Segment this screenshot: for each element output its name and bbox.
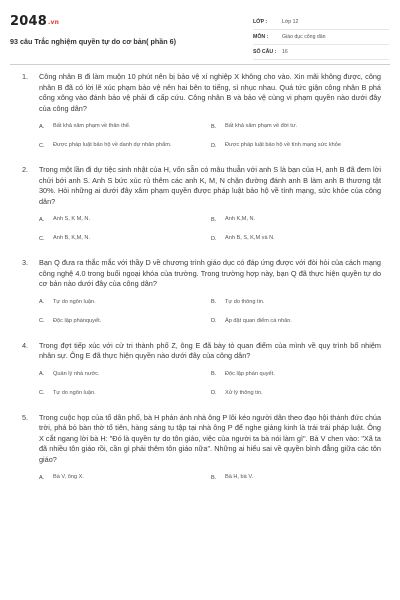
- option-text: Bà H, bà V.: [225, 474, 254, 481]
- answer-options: [39, 212, 382, 246]
- option-letter: B.: [211, 474, 217, 481]
- option-a[interactable]: [39, 212, 211, 227]
- question-text: Trong cuộc họp của tổ dân phố, bà H phản ánh nhà ông P lôi kéo người dân theo đạo hội thánh đức chúa trời, phá bỏ bàn thờ tổ tiên, hàng sáng tụ tập tại nhà ông P để nghe giảng kinh là trái trái pháp luật. Ông X cắt ngang lời bà H: "Đó là quyền tự do tôn giáo, việc của người ta bà nói làm gì". Bà V chen vào: "Xã ta đã nhiều tôn giáo rồi, cần gì phải thêm tôn giáo nữa". Những ai hiểu sai về quyền bình đẳng giữa các tôn giáo?: [39, 412, 381, 464]
- question-list: [22, 72, 382, 497]
- option-text: Xử lý thông tin.: [225, 389, 263, 396]
- option-letter: C.: [39, 235, 45, 242]
- question-5: [22, 413, 382, 486]
- option-text: Bất khả xâm phạm về đời tư.: [225, 123, 298, 130]
- info-row-subject: [253, 30, 389, 45]
- option-b[interactable]: [211, 119, 381, 134]
- info-value: Giáo dục công dân: [282, 34, 326, 40]
- option-c[interactable]: [39, 386, 211, 401]
- option-letter: D.: [211, 142, 217, 149]
- info-key: LỚP :: [253, 19, 268, 25]
- option-text: Được pháp luật bảo hộ về tính mạng sức khỏe: [225, 142, 341, 149]
- option-text: Tự do thông tin.: [225, 298, 265, 305]
- option-text: Anh S, K M, N.: [53, 216, 90, 223]
- info-row-grade: [253, 15, 389, 30]
- option-letter: D.: [211, 318, 217, 324]
- option-d[interactable]: [211, 138, 381, 153]
- document-title: 93 câu Trắc nghiệm quyền tự do cơ bản( phần 6): [10, 37, 177, 46]
- option-letter: A.: [39, 474, 45, 481]
- option-text: Bất khả xâm phạm về thân thể.: [53, 123, 131, 130]
- option-letter: A.: [39, 371, 45, 377]
- info-value: Lớp 12: [282, 19, 299, 25]
- option-b[interactable]: [211, 367, 381, 382]
- answer-options: [39, 367, 382, 401]
- question-number: 1.: [22, 72, 29, 81]
- question-number: 4.: [22, 340, 29, 350]
- info-value: 16: [282, 49, 288, 55]
- question-text: Trong một lần đi dự tiệc sinh nhật của H, vốn sẵn có mâu thuẫn với anh S là bạn của H, anh B đã đem lời chửi bới anh S. Anh S bức xúc rủ thêm các anh K, M, N chặn đường đánh anh B làm anh B thương tật 30%. Hỏi những ai dưới đây xâm phạm quyền được pháp luật bảo hộ về tính mạng, sức khỏe của công dân?: [39, 165, 381, 206]
- question-number: 3.: [22, 258, 29, 267]
- info-row-count: [253, 45, 389, 60]
- option-letter: A.: [39, 216, 45, 223]
- option-d[interactable]: [211, 314, 381, 329]
- option-c[interactable]: [39, 138, 211, 153]
- answer-options: [39, 295, 382, 329]
- option-text: Quản lý nhà nước.: [53, 370, 100, 377]
- option-letter: A.: [39, 123, 45, 130]
- option-text: Độc lập phánquyết.: [53, 317, 102, 324]
- option-text: Bà V, ông X.: [53, 474, 84, 481]
- option-letter: D.: [211, 235, 217, 242]
- site-logo[interactable]: [10, 14, 59, 29]
- question-text: Bạn Q đưa ra thắc mắc với thầy D về chương trình giáo dục có đáp ứng được với đòi hỏi của cách mạng công nghệ 4.0 trong buổi ngoại khóa của trường. Trong trường hợp này, bạn Q đã thực hiện quyền tự do cơ bản nào dưới đây của công dân?: [39, 258, 381, 288]
- option-text: Anh K,M, N.: [225, 216, 256, 223]
- option-text: Được pháp luật bảo hộ về danh dự nhân phẩm.: [53, 142, 172, 149]
- question-text: Công nhân B đi làm muộn 10 phút nên bị bảo vệ xí nghiệp X không cho vào. Xin mãi không được, công nhân B đã có lời lẽ xúc phạm bảo vệ nên hai bên to tiếng, sỉ nhục nhau. Quá tức giận công nhân B phá cổng xông vào đánh bảo vệ phải đi cấp cứu. Công nhân B và bảo vệ cùng vi phạm quyền nào dưới đây của công dân?: [39, 72, 381, 113]
- info-key: MÔN :: [253, 34, 269, 40]
- option-letter: B.: [211, 123, 217, 130]
- info-panel: [253, 15, 389, 60]
- option-text: Áp đặt quan điểm cá nhân.: [225, 317, 292, 324]
- option-letter: D.: [211, 390, 217, 396]
- logo-suffix: .vn: [47, 19, 60, 26]
- answer-options: [39, 470, 382, 485]
- option-d[interactable]: [211, 231, 381, 246]
- question-number: 5.: [22, 412, 29, 422]
- option-d[interactable]: [211, 386, 381, 401]
- option-b[interactable]: [211, 295, 381, 310]
- option-text: Tự do ngôn luận.: [53, 389, 96, 396]
- option-text: Anh B, S, K,M và N.: [225, 235, 275, 242]
- question-3: [22, 258, 382, 329]
- option-letter: B.: [211, 216, 217, 223]
- option-a[interactable]: [39, 119, 211, 134]
- question-1: [22, 72, 382, 153]
- answer-options: [39, 119, 382, 153]
- option-letter: C.: [39, 142, 45, 149]
- logo-text: 2048: [10, 14, 47, 29]
- option-letter: A.: [39, 299, 45, 305]
- document-header: [10, 8, 390, 66]
- option-a[interactable]: [39, 470, 211, 485]
- question-4: [22, 341, 382, 401]
- option-letter: B.: [211, 371, 217, 377]
- question-text: Trong đợt tiếp xúc với cử tri thành phố Z, ông E đã bày tỏ quan điểm của mình về quy trình bổ nhiệm nhân sự. Ông E đã thực hiện quyền nào dưới đây của công dân?: [39, 340, 381, 360]
- option-a[interactable]: [39, 367, 211, 382]
- option-text: Tự do ngôn luận.: [53, 298, 96, 305]
- option-c[interactable]: [39, 231, 211, 246]
- option-text: Độc lập phán quyết.: [225, 370, 275, 377]
- option-letter: C.: [39, 318, 45, 324]
- option-a[interactable]: [39, 295, 211, 310]
- option-letter: B.: [211, 299, 217, 305]
- option-c[interactable]: [39, 314, 211, 329]
- question-number: 2.: [22, 165, 29, 174]
- option-text: Anh B, K,M, N.: [53, 235, 90, 242]
- header-divider: [10, 64, 390, 65]
- question-2: [22, 165, 382, 246]
- option-letter: C.: [39, 390, 45, 396]
- option-b[interactable]: [211, 470, 381, 485]
- option-b[interactable]: [211, 212, 381, 227]
- info-key: SỐ CÂU :: [253, 49, 277, 55]
